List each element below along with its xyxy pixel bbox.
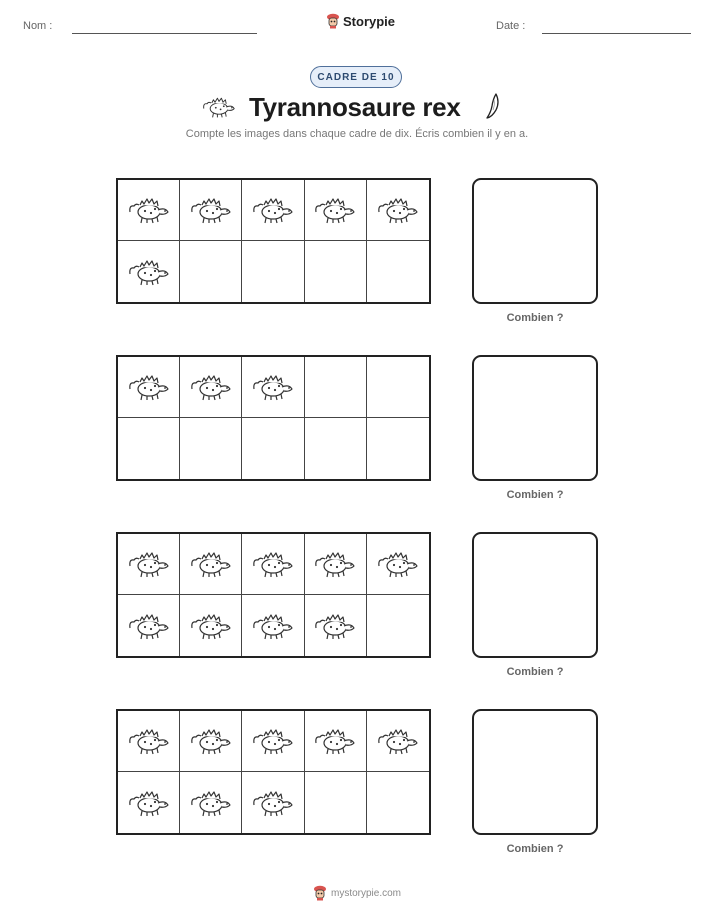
answer-box[interactable]	[472, 532, 598, 658]
answer-box[interactable]	[472, 178, 598, 304]
frame-cell	[367, 711, 429, 772]
frame-cell	[118, 357, 180, 418]
worksheet-type-badge: CADRE DE 10	[310, 66, 402, 88]
frame-cell	[180, 418, 242, 479]
dinosaur-icon	[189, 611, 233, 641]
dinosaur-icon	[251, 611, 295, 641]
frame-cell	[305, 534, 367, 595]
ten-frame	[116, 709, 431, 835]
frame-cell	[242, 180, 304, 241]
frame-cell	[242, 418, 304, 479]
frame-cell	[118, 418, 180, 479]
instruction-text: Compte les images dans chaque cadre de dix. Écris combien il y en a.	[185, 128, 529, 140]
frame-cell	[180, 772, 242, 833]
frame-cell	[118, 241, 180, 302]
dinosaur-icon	[376, 195, 420, 225]
frame-cell	[118, 534, 180, 595]
name-label: Nom :	[23, 20, 53, 32]
frame-cell	[305, 595, 367, 656]
answer-prompt: Combien ?	[506, 312, 564, 324]
frame-cell	[118, 595, 180, 656]
frame-cell	[180, 711, 242, 772]
dinosaur-icon	[127, 372, 171, 402]
answer-prompt: Combien ?	[506, 666, 564, 678]
dinosaur-icon	[127, 549, 171, 579]
frame-cell	[118, 711, 180, 772]
frame-cell	[305, 241, 367, 302]
name-line[interactable]	[72, 33, 257, 34]
storypie-mascot-icon	[313, 885, 327, 901]
answer-box[interactable]	[472, 709, 598, 835]
footer	[0, 885, 714, 901]
dinosaur-icon	[189, 726, 233, 756]
frame-cell	[367, 772, 429, 833]
answer-prompt: Combien ?	[506, 489, 564, 501]
dinosaur-icon	[189, 549, 233, 579]
frame-cell	[367, 534, 429, 595]
date-label: Date :	[496, 20, 526, 32]
frame-cell	[305, 180, 367, 241]
page-title: Tyrannosaure rex	[249, 92, 461, 122]
frame-cell	[118, 772, 180, 833]
brand-name: Storypie	[343, 13, 396, 29]
dinosaur-icon	[127, 611, 171, 641]
frame-cell	[180, 180, 242, 241]
footer-url: mystorypie.com	[330, 887, 401, 899]
frame-cell	[242, 534, 304, 595]
frame-cell	[305, 357, 367, 418]
frame-cell	[242, 595, 304, 656]
ten-frame	[116, 532, 431, 658]
dinosaur-icon	[189, 195, 233, 225]
frame-cell	[242, 772, 304, 833]
title-row	[0, 92, 714, 124]
frame-cell	[180, 241, 242, 302]
dinosaur-icon	[189, 372, 233, 402]
frame-cell	[305, 418, 367, 479]
date-line[interactable]	[542, 33, 691, 34]
frame-cell	[180, 595, 242, 656]
dinosaur-icon	[127, 257, 171, 287]
dinosaur-icon	[127, 195, 171, 225]
dinosaur-icon	[313, 549, 357, 579]
frame-cell	[367, 241, 429, 302]
frame-cell	[242, 241, 304, 302]
frame-cell	[118, 180, 180, 241]
dinosaur-icon	[127, 726, 171, 756]
brand-logo	[326, 13, 395, 29]
dinosaur-icon	[251, 726, 295, 756]
frame-cell	[242, 711, 304, 772]
dinosaur-icon	[251, 788, 295, 818]
frame-cell	[305, 711, 367, 772]
frame-cell	[367, 180, 429, 241]
frame-cell	[367, 595, 429, 656]
frame-cell	[180, 357, 242, 418]
dinosaur-icon	[313, 611, 357, 641]
dinosaur-icon	[251, 195, 295, 225]
dinosaur-icon	[189, 788, 233, 818]
frame-cell	[305, 772, 367, 833]
ten-frame	[116, 355, 431, 481]
dinosaur-icon	[313, 726, 357, 756]
ten-frame	[116, 178, 431, 304]
dinosaur-icon	[376, 549, 420, 579]
frame-cell	[367, 418, 429, 479]
answer-box[interactable]	[472, 355, 598, 481]
answer-prompt: Combien ?	[506, 843, 564, 855]
dinosaur-icon	[251, 372, 295, 402]
dinosaur-icon	[376, 726, 420, 756]
frame-cell	[180, 534, 242, 595]
dinosaur-icon	[313, 195, 357, 225]
dinosaur-icon	[251, 549, 295, 579]
tooth-icon	[484, 92, 502, 120]
frame-cell	[242, 357, 304, 418]
dinosaur-icon	[201, 95, 237, 119]
dinosaur-icon	[127, 788, 171, 818]
storypie-mascot-icon	[326, 13, 340, 29]
frame-cell	[367, 357, 429, 418]
